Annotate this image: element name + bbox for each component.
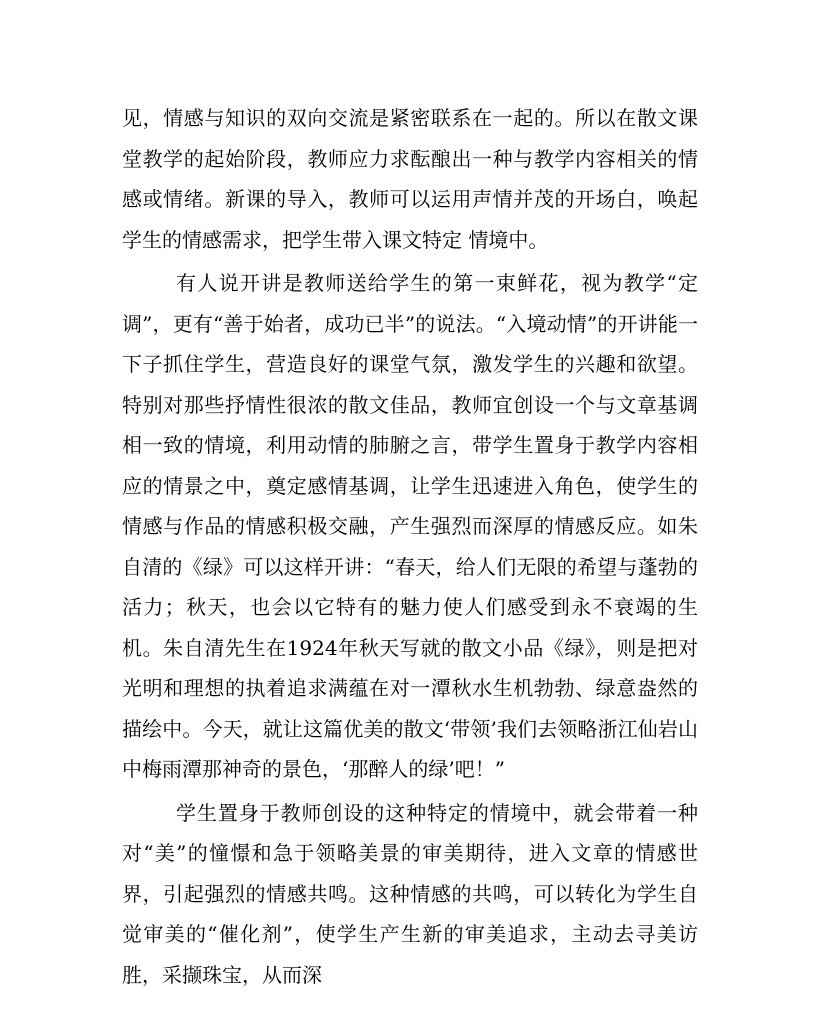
paragraph-1: 见，情感与知识的双向交流是紧密联系在一起的。所以在散文课堂教学的起始阶段，教师应力求酝酿出一种与教学内容相关的情感或情绪。新课的导入，教师可以运用声情并茂的开场白，唤起学生的情感需求，把学生带入课文特定 情境中。 [122,106,698,252]
paragraph-2: 有人说开讲是教师送给学生的第一束鲜花，视为教学“定调”，更有“善于始者，成功已半”的说法。“入境动情”的开讲能一下子抓住学生，营造良好的课堂气氛，激发学生的兴趣和欲望。特别对那些抒情性很浓的散文佳品，教师宜创设一个与文章基调相一致的情境，利用动情的肺腑之言，带学生置身于教学内容相应的情景之中，奠定感情基调，让学生迅速进入角色，使学生的情感与作品的情感积极交融，产生强烈而深厚的情感反应。如朱自清的《绿》可以这样开讲：“春天，给人们无限的希望与蓬勃的活力；秋天，也会以它特有的魅力使人们感受到永不衰竭的生机。朱自清先生在1924年秋天写就的散文小品《绿》，则是把对光明和理想的执着追求满蕴在对一潭秋水生机勃勃、绿意盎然的描绘中。今天，就让这篇优美的散文‘带领’我们去领略浙江仙岩山中梅雨潭那神奇的景色，‘那醉人的绿’吧！” [122,271,698,781]
body-text [122,98,698,995]
paragraph-3: 学生置身于教师创设的这种特定的情境中，就会带着一种对“美”的憧憬和急于领略美景的审美期待，进入文章的情感世界，引起强烈的情感共鸣。这种情感的共鸣，可以转化为学生自觉审美的“催化剂”，使学生产生新的审美追求，主动去寻美访胜，采撷珠宝，从而深 [122,800,698,987]
